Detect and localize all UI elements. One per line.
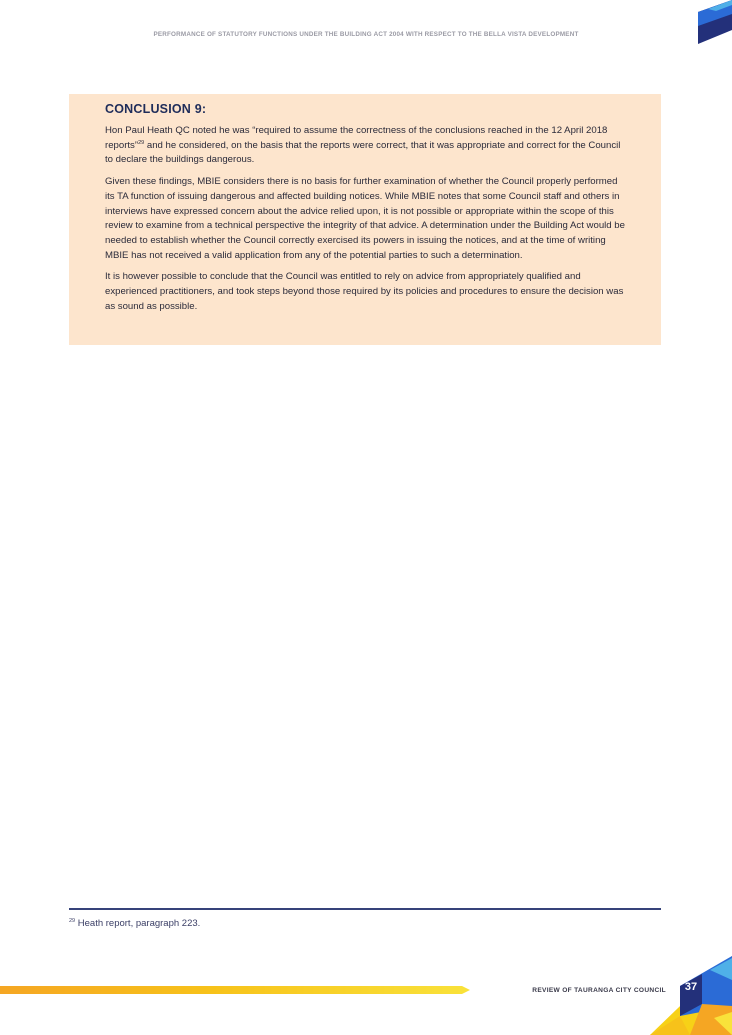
footnote-number: 29 xyxy=(69,917,76,924)
running-header: PERFORMANCE OF STATUTORY FUNCTIONS UNDER THE BUILDING ACT 2004 WITH RESPECT TO THE BELLA VISTA DEVELOPMENT xyxy=(153,31,579,38)
corner-decoration-top xyxy=(698,0,732,44)
footnote-reference[interactable]: 29 xyxy=(138,139,145,146)
footnote-divider xyxy=(69,908,661,910)
conclusion-paragraph-1 xyxy=(105,124,625,168)
running-footer: REVIEW OF TAURANGA CITY COUNCIL xyxy=(532,987,666,994)
footer-color-band xyxy=(0,986,470,994)
para1-text-before: Hon Paul Heath QC noted he was “required to assume the correctness of the conclusions reached in the 12 April 2018 reports” xyxy=(105,125,608,151)
para1-text-after: and he considered, on the basis that the reports were correct, that it was appropriate and correct for the Council to declare the buildings dangerous. xyxy=(105,139,621,166)
footnote-text: Heath report, paragraph 223. xyxy=(75,918,201,929)
conclusion-heading: CONCLUSION 9: xyxy=(105,102,207,116)
conclusion-box xyxy=(69,94,661,345)
conclusion-paragraph-3: It is however possible to conclude that the Council was entitled to rely on advice from appropriately qualified and experienced practitioners, and took steps beyond those required by its policies and procedures to ensure the decision was as sound as possible. xyxy=(105,271,624,312)
page-number: 37 xyxy=(684,981,698,993)
footnote xyxy=(69,918,200,929)
conclusion-paragraph-2: Given these findings, MBIE considers there is no basis for further examination of whether the Council properly performed its TA function of issuing dangerous and affected building notices. While MBIE notes that some Council staff and others in interviews have expressed concern about the advice relied upon, it is not possible or appropriate within the scope of this review to examine from a technical perspective the integrity of that advice. A determination under the Building Act would be needed to establish whether the Council correctly exercised its powers in issuing the notices, and at the time of writing MBIE has not received a valid application from any of the potential parties to such a determination. xyxy=(105,176,625,261)
corner-decoration-bottom xyxy=(650,956,732,1035)
